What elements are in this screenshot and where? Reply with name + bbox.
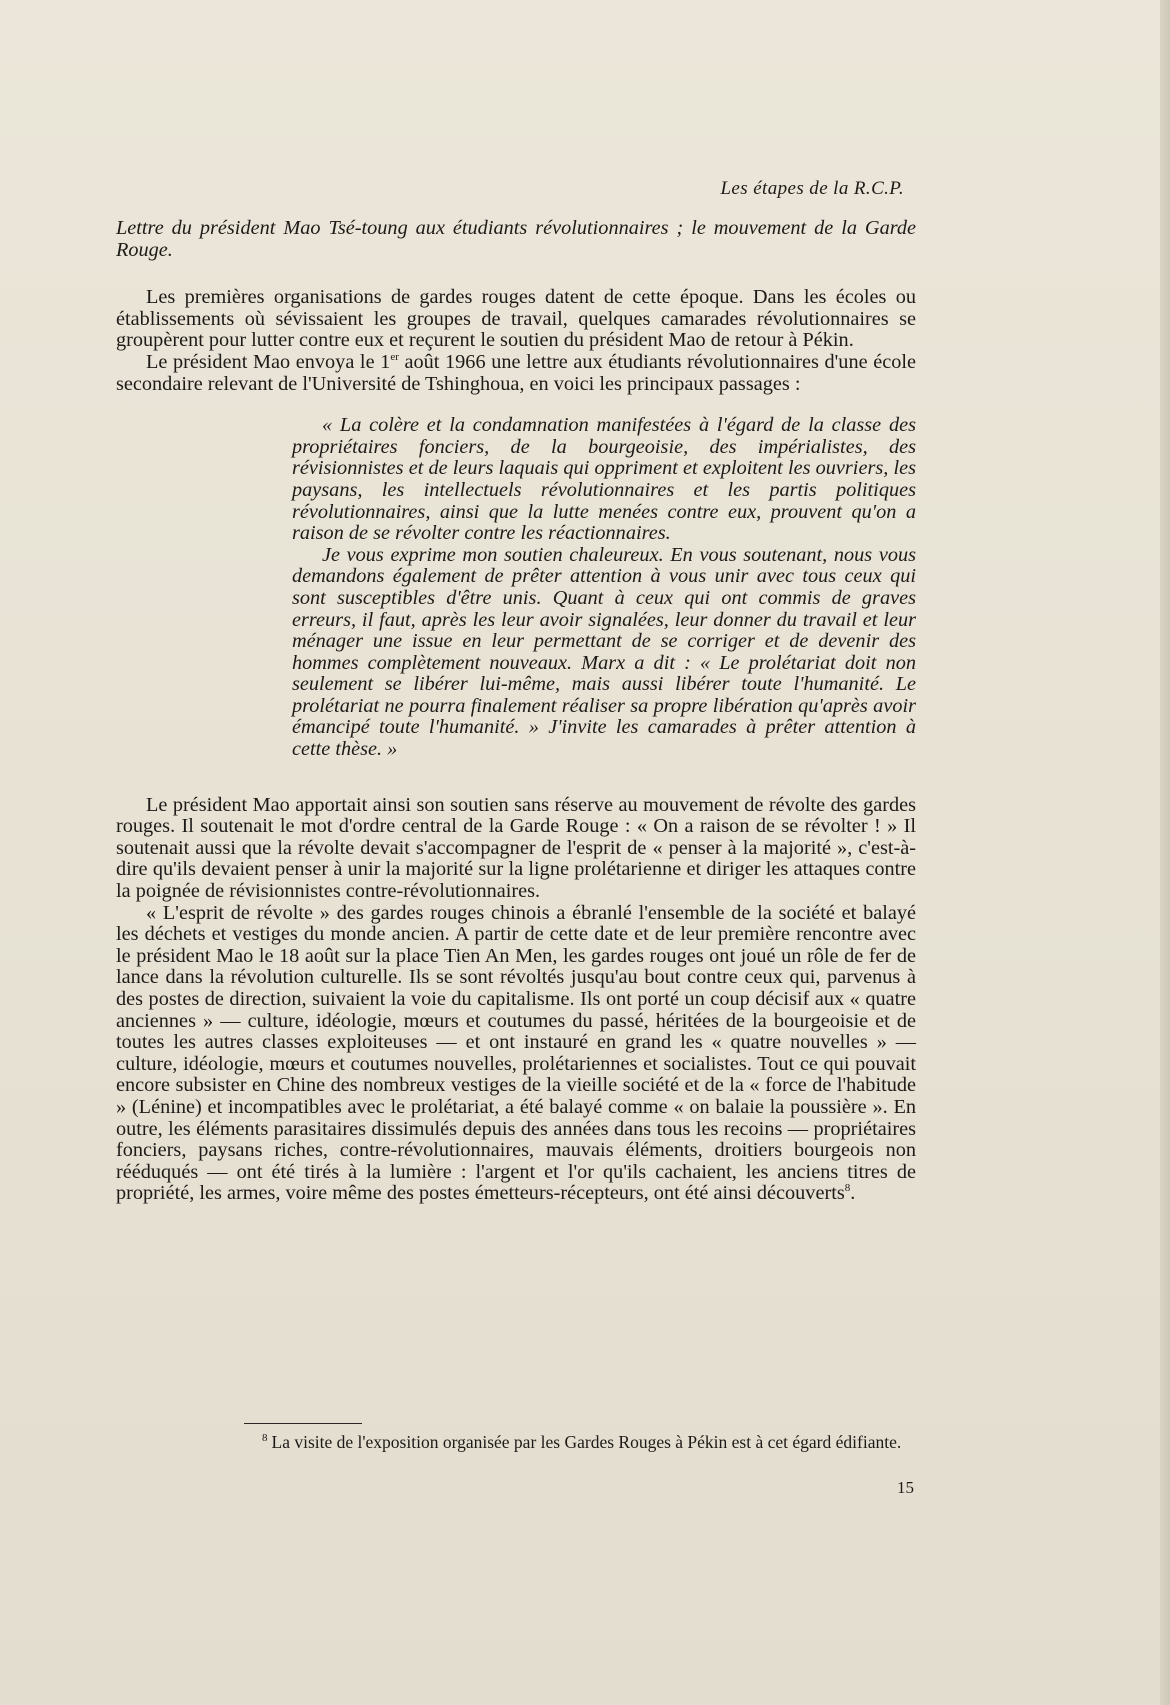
paragraph-3: Le président Mao apportait ainsi son soutien sans réserve au mouvement de révolte des gardes rouges. Il soutenait le mot d'ordre central de la Garde Rouge : « On a raison de se révolter ! » Il soutenait aussi que la révolte devait s'accompagner de l'esprit de « penser à la majorité », c'est-à-dire qu'ils devaient penser à unir la majorité sur la ligne prolétarienne et diriger les attaques contre la poignée de révisionnistes contre-révolutionnaires. <box>116 793 916 903</box>
paragraph-1: Les premières organisations de gardes rouges datent de cette époque. Dans les écoles ou établissements où sévissaient les groupes de travail, quelques camarades révolutionnaires se groupèrent pour lutter contre eux et reçurent le soutien du président Mao de retour à Pékin. <box>116 286 916 352</box>
footnote-number: 8 <box>262 1432 268 1444</box>
footnote <box>246 1428 928 1452</box>
paragraph-2-end: août 1966 une lettre aux étudiants révolutionnaires d'une école secondaire relevant de l'Université de Tshinghoua, en voici les principaux passages : <box>116 350 916 395</box>
page-number: 15 <box>897 1478 914 1497</box>
footnote-separator <box>244 1423 362 1424</box>
block-quote <box>292 415 916 761</box>
paragraph-4-period: . <box>850 1182 856 1205</box>
footnote-text: La visite de l'exposition organisée par les Gardes Rouges à Pékin est à cet égard édifiante. <box>271 1431 902 1452</box>
paragraph-4 <box>116 903 916 1205</box>
footnote-reference: 8 <box>844 1182 851 1195</box>
section-subtitle: Lettre du président Mao Tsé-toung aux étudiants révolutionnaires ; le mouvement de la Garde Rouge. <box>116 217 916 261</box>
paragraph-2-start: Le président Mao envoya le 1 <box>146 350 391 373</box>
paragraph-4-text: « L'esprit de révolte » des gardes rouges chinois a ébranlé l'ensemble de la société et balayé les déchets et vestiges du monde ancien. A partir de cette date et de leur première rencontre avec le président Mao le 18 août sur la place Tien An Men, les gardes rouges ont joué un rôle de fer de lance dans la révolution culturelle. Ils se sont révoltés jusqu'au bout contre ceux qui, parvenus à des postes de direction, suivaient la voie du capitalisme. Ils ont porté un coup décisif aux « quatre anciennes » — culture, idéologie, mœurs et coutumes du passé, héritées de la bourgeoisie et de toutes les autres classes exploiteuses — et ont instauré en grand les « quatre nouvelles » — culture, idéologie, mœurs et coutumes nouvelles, prolétariennes et socialistes. Tout ce qui pouvait encore subsister en Chine des nombreux vestiges de la vieille société et de la « force de l'habitude » (Lénine) et incompatibles avec le prolétariat, a été balayé comme « on balaie la poussière ». En outre, les éléments parasitaires dissimulés depuis des années dans tous les recoins — propriétaires fonciers, paysans riches, contre-révolutionnaires, mauvais éléments, droitiers bourgeois non rééduqués — ont été tirés à la lumière : l'argent et l'or qu'ils cachaient, les anciens titres de propriété, les armes, voire même des postes émetteurs-récepteurs, ont été ainsi découverts <box>116 901 916 1205</box>
ordinal-superscript: er <box>390 351 399 364</box>
paragraph-2 <box>116 352 916 395</box>
quote-paragraph-2: Je vous exprime mon soutien chaleureux. En vous soutenant, nous vous demandons également de prêter attention à vous unir avec tous ceux qui sont susceptibles d'être unis. Quant à ceux qui ont commis de graves erreurs, il faut, après les leur avoir signalées, leur donner du travail et leur ménager une issue en leur permettant de se corriger et de devenir des hommes complètement nouveaux. Marx a dit : « Le prolétariat doit non seulement se libérer lui-même, mais aussi libérer toute l'humanité. Le prolétariat ne pourra finalement réaliser sa propre libération qu'après avoir émancipé toute l'humanité. » J'invite les camarades à prêter attention à cette thèse. » <box>292 543 916 761</box>
running-head: Les étapes de la R.C.P. <box>720 178 904 199</box>
quote-paragraph-1: « La colère et la condamnation manifestées à l'égard de la classe des propriétaires fonciers, de la bourgeoisie, des impérialistes, des révisionnistes et de leurs laquais qui oppriment et exploitent les ouvriers, les paysans, les intellectuels révolutionnaires et les partis politiques révolutionnaires, ainsi que la lutte menées contre eux, prouvent qu'on a raison de se révolter contre les réactionnaires. <box>292 414 916 545</box>
main-text <box>116 218 916 1205</box>
page-edge <box>1160 0 1170 1705</box>
